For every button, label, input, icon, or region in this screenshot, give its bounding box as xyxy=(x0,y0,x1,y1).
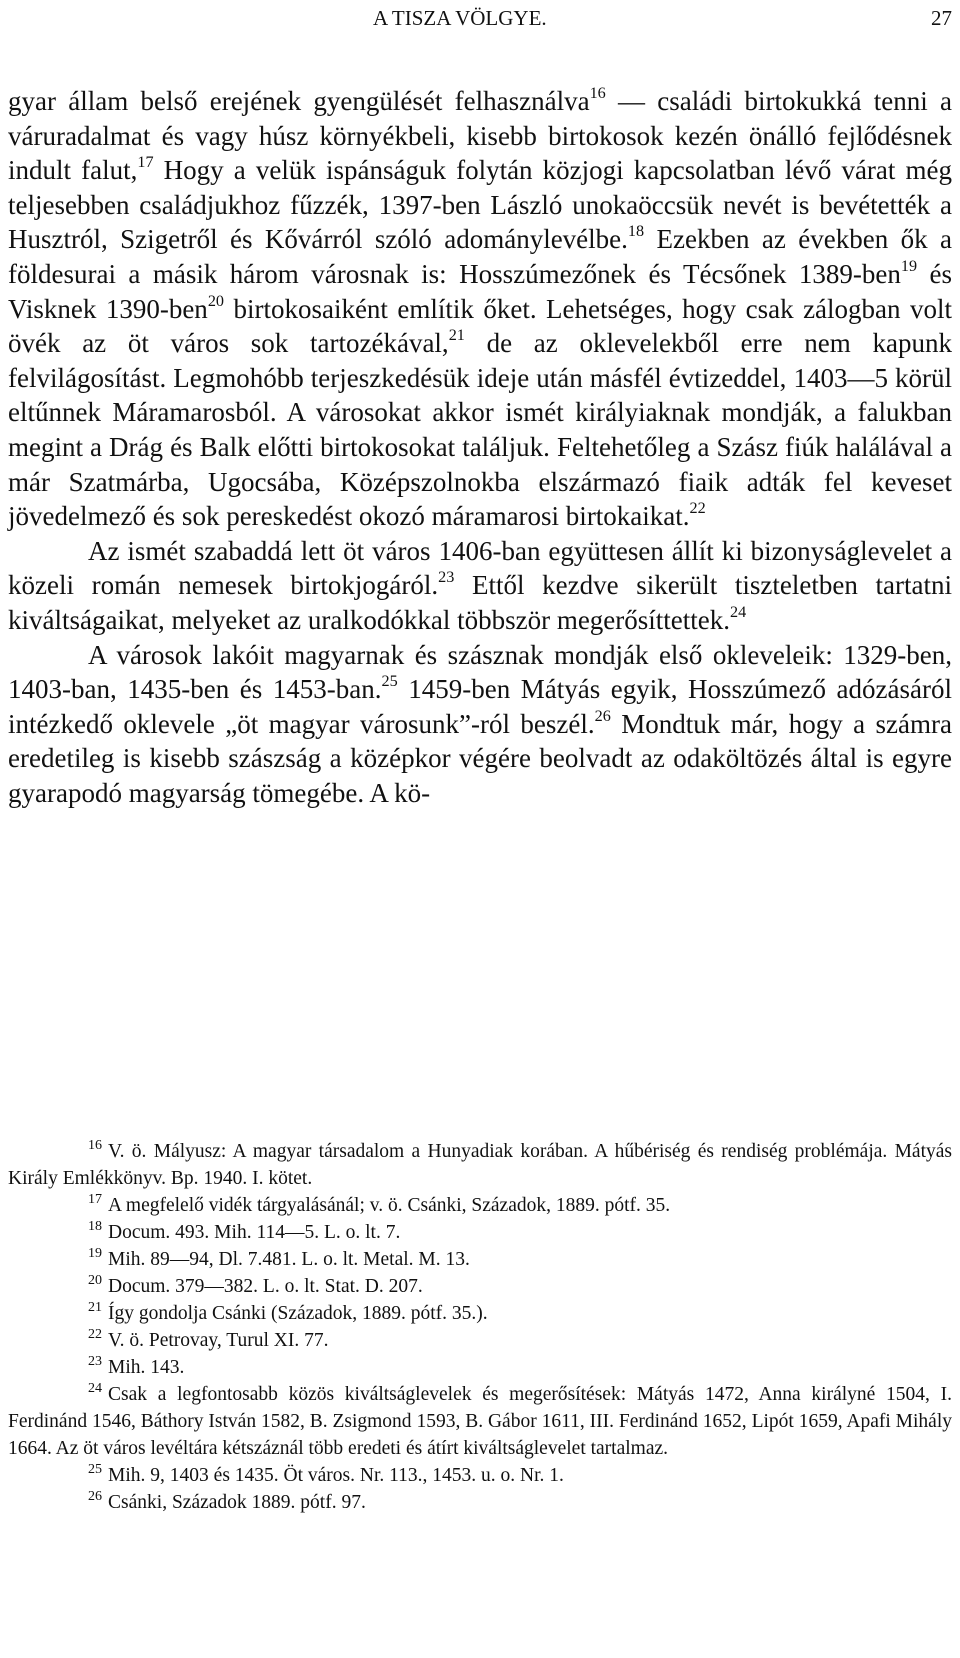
footnote-ref[interactable]: 16 xyxy=(589,83,606,102)
running-header xyxy=(8,6,952,38)
text-run: 1459-ben Mátyás egyik, Hosszúmező adózásáról intézkedő oklevele „öt magyar városunk”-ról beszél. xyxy=(8,674,952,739)
footnote-text: A megfelelő vidék tárgyalásánál; v. ö. Csánki, Századok, 1889. pótf. 35. xyxy=(108,1195,671,1216)
footnote-text: Docum. 379—382. L. o. lt. Stat. D. 207. xyxy=(108,1276,423,1297)
footnote xyxy=(8,1138,952,1192)
footnote-text: Csak a legfontosabb közös kiváltságlevelek és megerősítések: Mátyás 1472, Anna királyné 1504, I. Ferdinánd 1546, Báthory István 1582, B. Zsigmond 1593, B. Gábor 1611, III. Ferdinánd 1652, Lipót 1659, Apafi Mihály 1664. Az öt város levéltára kétszáznál több eredeti és átírt kiváltságlevelet tartalmaz. xyxy=(8,1384,952,1459)
footnote-ref[interactable]: 26 xyxy=(594,706,611,725)
footnote-ref[interactable]: 17 xyxy=(137,153,154,172)
footnote xyxy=(8,1489,952,1516)
footnote-number: 23 xyxy=(88,1353,103,1370)
footnote-ref[interactable]: 19 xyxy=(900,256,918,275)
footnote xyxy=(8,1327,952,1354)
footnote-ref[interactable]: 24 xyxy=(730,602,747,621)
footnote-text: Docum. 493. Mih. 114—5. L. o. lt. 7. xyxy=(108,1222,401,1243)
footnote-text: V. ö. Mályusz: A magyar társadalom a Hunyadiak korában. A hűbériség és rendiség problémája. Mátyás Király Emlékkönyv. Bp. 1940. I. kötet. xyxy=(8,1141,952,1189)
text-run: de az oklevelekből erre nem kapunk felvilágosítást. Legmohóbb terjeszkedésük ideje után másfél évtizeddel, 1403—5 körül eltűnnek Máramarosból. A városokat akkor ismét királyiaknak mondják, a falukban megint a Drág és Balk előtti birtokosokat találjuk. Feltehetőleg a Szász fiúk halálával a már Szatmárba, Ugocsába, Középszolnokba elszármazó fiaik adták fel keveset jövedelmező és sok pereskedést okozó máramarosi birtokaikat. xyxy=(8,328,952,532)
body-paragraph xyxy=(8,638,952,811)
footnote-text: Csánki, Századok 1889. pótf. 97. xyxy=(108,1492,366,1513)
footnote xyxy=(8,1273,952,1300)
footnote-number: 22 xyxy=(88,1326,103,1343)
footnote xyxy=(8,1246,952,1273)
text-run: Hogy a velük ispánságuk folytán közjogi kapcsolatban lévő várat még teljesebben családjukhoz fűzzék, 1397-ben László unokaöccsük nevét is bevétették a Husztról, Szigetről és Kővárról szóló adománylevélbe. xyxy=(8,155,953,255)
footnote-number: 16 xyxy=(88,1137,103,1154)
footnote-ref[interactable]: 25 xyxy=(381,671,398,690)
footnote-number: 21 xyxy=(88,1299,103,1316)
footnote-text: Mih. 143. xyxy=(108,1357,185,1378)
text-run: gyar állam belső erejének gyengülését felhasználva xyxy=(8,86,590,116)
footnote-ref[interactable]: 20 xyxy=(207,291,224,310)
footnote-ref[interactable]: 22 xyxy=(689,498,706,517)
text-run: A városok lakóit magyarnak és szásznak mondják első okleveleik: 1329-ben, 1403-ban, 1435-ben és 1453-ban. xyxy=(8,639,952,705)
text-run: — családi birtokukká tenni a váruradalmat és vagy húsz környékbeli, kisebb birtokosok kezén önálló fejlődésnek indult falut, xyxy=(8,86,952,186)
footnote-number: 24 xyxy=(88,1380,103,1397)
footnote xyxy=(8,1354,952,1381)
footnote xyxy=(8,1300,952,1327)
footnote-number: 18 xyxy=(88,1218,103,1235)
footnote-text: Mih. 9, 1403 és 1435. Öt város. Nr. 113., 1453. u. o. Nr. 1. xyxy=(108,1465,564,1486)
footnote-number: 25 xyxy=(88,1461,103,1478)
text-run: Az ismét szabaddá lett öt város 1406-ban együttesen állít ki bizonyságlevelet a közeli román nemesek birtokjogáról. xyxy=(8,535,952,601)
text-run: Mondtuk már, hogy a számra eredetileg is kisebb szászság a középkor végére beolvadt az odaköltözés által is egyre gyarapodó magyarság tömegébe. A kö- xyxy=(8,708,953,808)
footnote xyxy=(8,1462,952,1489)
footnote-number: 20 xyxy=(88,1272,103,1289)
body-paragraph xyxy=(8,84,952,534)
text-run: Ettől kezdve sikerült tiszteletben tartatni kiváltságaikat, melyeket az uralkodókkal többször megerősíttettek. xyxy=(8,570,952,635)
footnote-ref[interactable]: 21 xyxy=(448,326,465,345)
footnote xyxy=(8,1192,952,1219)
footnote-ref[interactable]: 18 xyxy=(627,222,645,241)
body-paragraph xyxy=(8,534,952,638)
footnote-number: 26 xyxy=(88,1488,103,1505)
text-run: Ezekben az években ők a földesurai a másik három városnak is: Hosszúmezőnek és Técsőnek 1389-ben xyxy=(8,224,952,289)
footnote-number: 17 xyxy=(88,1191,103,1208)
footnote-text: V. ö. Petrovay, Turul XI. 77. xyxy=(108,1330,329,1351)
running-title: A TISZA VÖLGYE. xyxy=(373,6,547,30)
footnote-text: Mih. 89—94, Dl. 7.481. L. o. lt. Metal. M. 13. xyxy=(108,1249,470,1270)
footnote-number: 19 xyxy=(88,1245,103,1262)
footnote xyxy=(8,1381,952,1462)
body-text xyxy=(8,84,952,810)
footnote-text: Így gondolja Csánki (Századok, 1889. pótf. 35.). xyxy=(108,1303,488,1324)
text-run: birtokosaiként említik őket. Lehetséges, hogy csak zálogban volt övék az öt város sok tartozékával, xyxy=(8,293,952,359)
text-run: és Visknek 1390-ben xyxy=(8,258,952,324)
footnotes xyxy=(8,1138,952,1516)
footnote-ref[interactable]: 23 xyxy=(438,568,455,587)
footnote xyxy=(8,1219,952,1246)
page-number: 27 xyxy=(931,6,952,30)
